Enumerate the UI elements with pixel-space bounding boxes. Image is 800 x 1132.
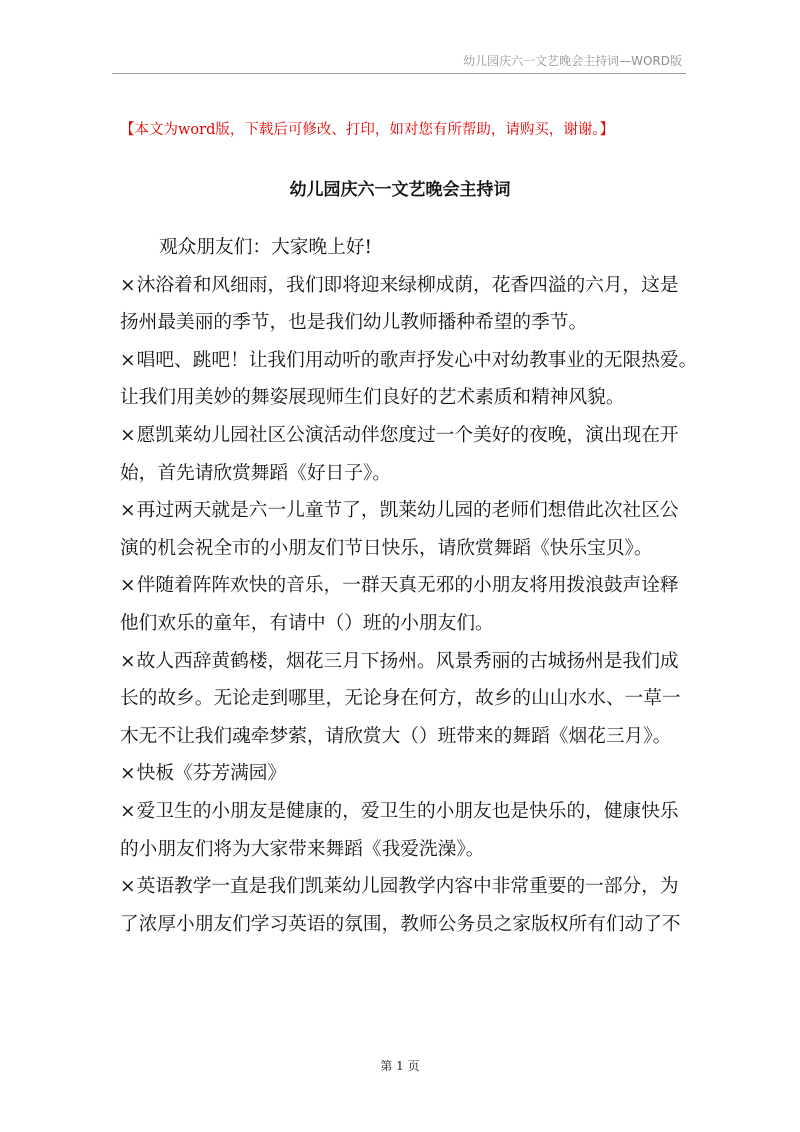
paragraph-continuation bbox=[120, 718, 682, 756]
paragraph bbox=[120, 868, 682, 906]
document-title: 幼儿园庆六一文艺晚会主持词 bbox=[289, 180, 511, 200]
paragraph-continuation bbox=[120, 605, 682, 643]
page-number: 第 1 页 bbox=[380, 1059, 420, 1073]
paragraph-line: 始，首先请欣赏舞蹈《好日子》。 bbox=[120, 462, 391, 484]
paragraph-line: 快板《芬芳满园》 bbox=[136, 763, 287, 785]
bullet-mark: × bbox=[120, 349, 136, 371]
greeting-text: 观众朋友们：大家晚上好! bbox=[159, 237, 373, 258]
paragraph bbox=[120, 342, 698, 380]
paragraph-line: 了浓厚小朋友们学习英语的氛围，教师公务员之家版权所有们动了不 bbox=[120, 913, 681, 935]
paragraph-continuation bbox=[120, 831, 682, 869]
paragraph-line: 唱吧、跳吧！让我们用动听的歌声抒发心中对幼教事业的无限热爱。 bbox=[136, 349, 698, 371]
bullet-mark: × bbox=[120, 500, 136, 522]
paragraph-line: 长的故乡。无论走到哪里，无论身在何方，故乡的山山水水、一草一 bbox=[120, 688, 681, 710]
paragraph-line: 爱卫生的小朋友是健康的，爱卫生的小朋友也是快乐的，健康快乐 bbox=[136, 800, 679, 822]
paragraph-continuation bbox=[120, 906, 682, 944]
paragraph-line: 沐浴着和风细雨，我们即将迎来绿柳成荫，花香四溢的六月，这是 bbox=[136, 274, 679, 296]
paragraph-line: 演的机会祝全市的小朋友们节日快乐，请欣赏舞蹈《快乐宝贝》。 bbox=[120, 537, 653, 559]
paragraph bbox=[120, 755, 682, 793]
bullet-mark: × bbox=[120, 650, 136, 672]
paragraph-line: 再过两天就是六一儿童节了，凯莱幼儿园的老师们想借此次社区公 bbox=[136, 500, 679, 522]
paragraph bbox=[120, 793, 682, 831]
bullet-mark: × bbox=[120, 800, 136, 822]
paragraph-line: 愿凯莱幼儿园社区公演活动伴您度过一个美好的夜晚，演出现在开 bbox=[136, 424, 679, 446]
running-header: 幼儿园庆六一文艺晚会主持词—WORD版 bbox=[463, 54, 682, 68]
paragraph bbox=[120, 267, 682, 305]
paragraph-continuation bbox=[120, 680, 682, 718]
bullet-mark: × bbox=[120, 274, 136, 296]
paragraph-line: 的小朋友们将为大家带来舞蹈《我爱洗澡》。 bbox=[120, 838, 485, 860]
paragraph-line: 他们欢乐的童年，有请中（）班的小朋友们。 bbox=[120, 612, 494, 634]
paragraph-continuation bbox=[120, 379, 682, 417]
paragraph-continuation bbox=[120, 530, 682, 568]
paragraph-line: 英语教学一直是我们凯莱幼儿园教学内容中非常重要的一部分，为 bbox=[136, 876, 679, 898]
paragraph-continuation bbox=[120, 304, 682, 342]
greeting-paragraph bbox=[120, 229, 682, 267]
bullet-mark: × bbox=[120, 876, 136, 898]
paragraph bbox=[120, 567, 682, 605]
paragraph-line: 伴随着阵阵欢快的音乐，一群天真无邪的小朋友将用拨浪鼓声诠释 bbox=[136, 575, 679, 597]
paragraph bbox=[120, 417, 682, 455]
bullet-mark: × bbox=[120, 424, 136, 446]
download-notice: 【本文为word版，下载后可修改、打印，如对您有所帮助，请购买，谢谢。】 bbox=[120, 122, 615, 138]
paragraph bbox=[120, 492, 682, 530]
paragraph-line: 木无不让我们魂牵梦萦，请欣赏大（）班带来的舞蹈《烟花三月》。 bbox=[120, 725, 672, 747]
paragraph-line: 故人西辞黄鹤楼，烟花三月下扬州。风景秀丽的古城扬州是我们成 bbox=[136, 650, 679, 672]
paragraph-line: 让我们用美妙的舞姿展现师生们良好的艺术素质和精神风貌。 bbox=[120, 387, 625, 409]
header-divider bbox=[112, 73, 686, 74]
paragraph bbox=[120, 643, 682, 681]
paragraph-continuation bbox=[120, 455, 682, 493]
bullet-mark: × bbox=[120, 575, 136, 597]
paragraph-line: 扬州最美丽的季节，也是我们幼儿教师播种希望的季节。 bbox=[120, 312, 588, 334]
bullet-mark: × bbox=[120, 763, 136, 785]
document-body bbox=[120, 229, 698, 943]
